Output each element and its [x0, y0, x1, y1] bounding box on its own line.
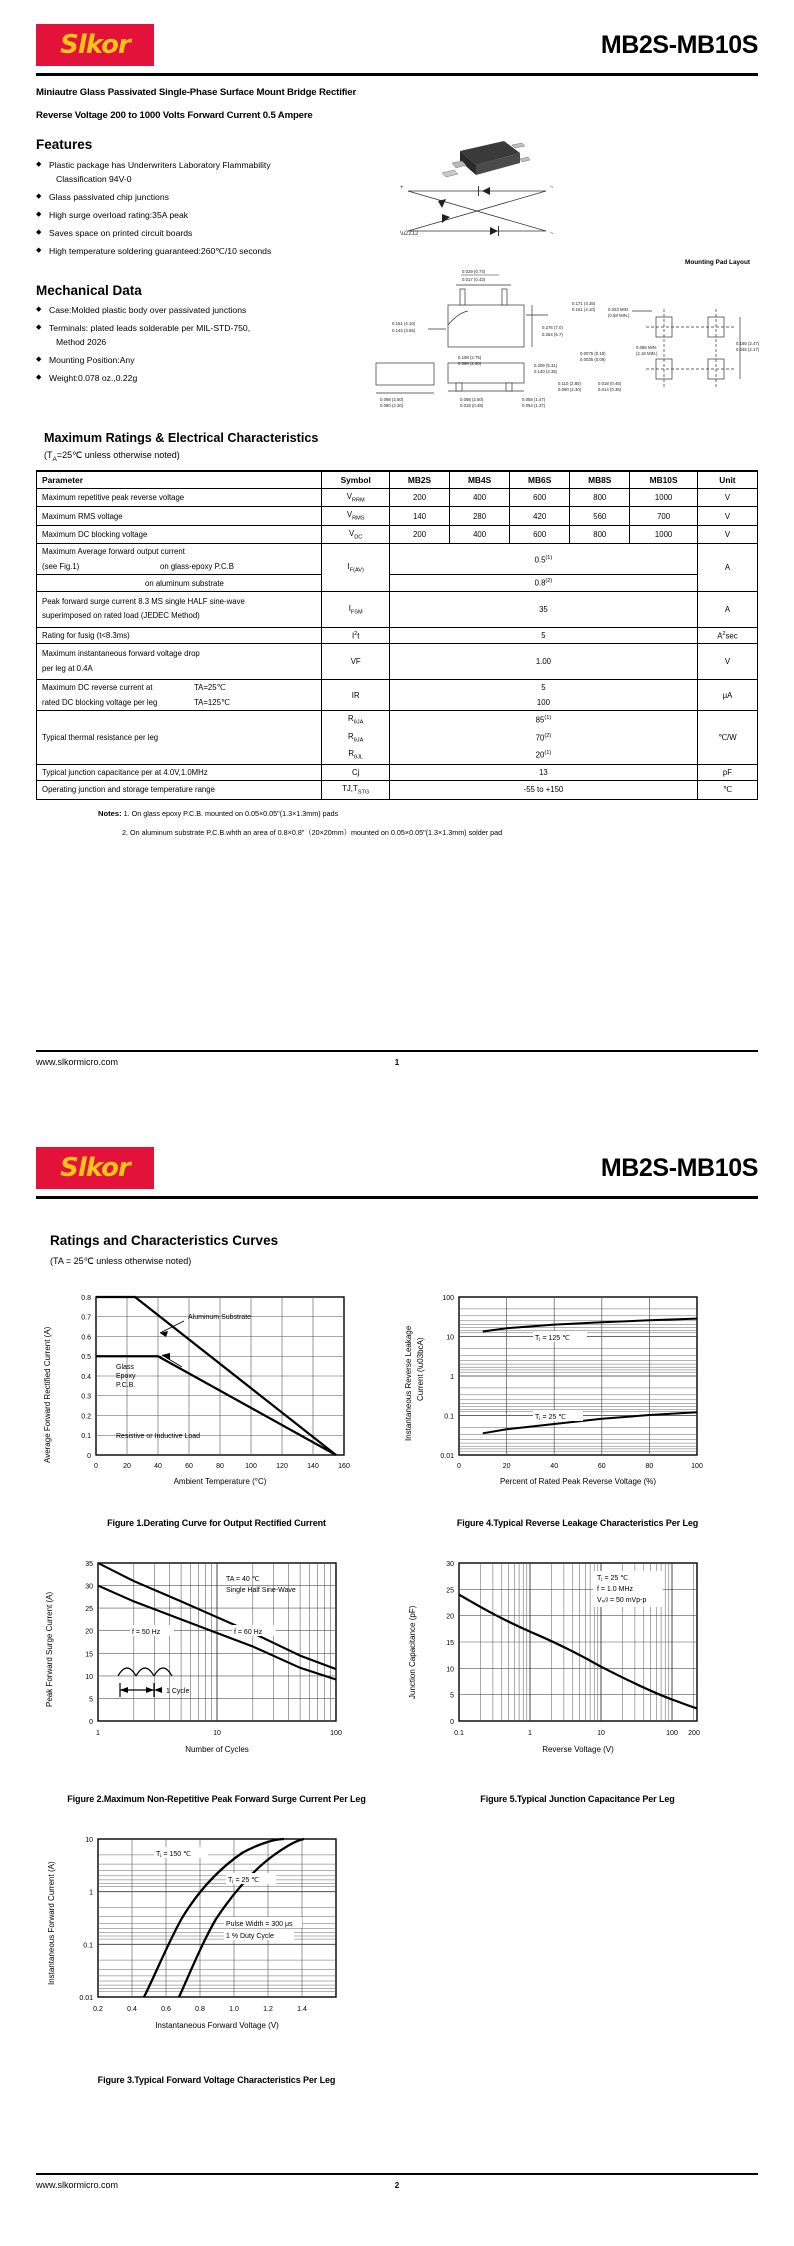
fig4-ytick: 0.01 [440, 1453, 454, 1460]
col-header-symbol: Symbol [322, 471, 390, 489]
table-row [37, 711, 758, 729]
fig2-ytick: 20 [85, 1628, 93, 1636]
fig5-xtick: 10 [597, 1730, 605, 1738]
table-row [37, 592, 758, 628]
figure-3-chart [36, 1823, 386, 2068]
svg-text:(2.18 MIN.): (2.18 MIN.) [636, 351, 658, 356]
fig1-annotation: Resistive or Inductive Load [116, 1433, 201, 1440]
param-fig-ref: (see Fig.1) [42, 562, 80, 572]
mounting-pad-layout-label: Mounting Pad Layout [685, 259, 750, 266]
fig2-xtick: 10 [213, 1730, 221, 1738]
fig1-ytick: 0.7 [81, 1314, 91, 1322]
fig1-ytick: 0.5 [81, 1354, 91, 1362]
svg-text:\u2212: \u2212 [400, 231, 419, 237]
cell-param: Maximum RMS voltage [37, 507, 322, 526]
fig2-annotation: f = 50 Hz [132, 1629, 161, 1637]
cell-param: Typical junction capacitance per at 4.0V,1.0MHz [37, 764, 322, 780]
svg-text:0.018 (0.46): 0.018 (0.46) [598, 381, 622, 386]
cell-param [37, 592, 322, 628]
svg-text:0.019 (0.48): 0.019 (0.48) [460, 403, 484, 408]
fig5-annotation: f = 1.0 MHz [597, 1586, 633, 1594]
table-notes [98, 809, 758, 839]
fig2-ytick: 5 [89, 1696, 93, 1704]
cell-value: 420 [510, 507, 570, 526]
svg-text:0.140 (4.35): 0.140 (4.35) [534, 369, 558, 374]
left-column [36, 137, 336, 409]
svg-text:0.090 (2.30): 0.090 (2.30) [380, 403, 404, 408]
param-line: Maximum Average forward output current [42, 547, 185, 557]
list-item: Method 2026 [56, 336, 107, 347]
fig1-ytick: 0.2 [81, 1413, 91, 1421]
page-number: 2 [394, 2180, 400, 2190]
intro-columns [36, 137, 758, 409]
fig5-xtick: 100 [666, 1730, 678, 1738]
figure-1 [36, 1281, 397, 1529]
fig2-ylabel: Peak Forward Surge Current (A) [45, 1591, 54, 1708]
footer-divider [36, 1050, 758, 1052]
table-row [37, 764, 758, 780]
list-item: ◆ Case:Molded plastic body over passivated junctions [36, 305, 336, 316]
cell-param: Typical thermal resistance per leg [37, 711, 322, 765]
cell-symbol: $R_{\theta JA}$ [322, 729, 390, 747]
list-item: ◆ Weight:0.078 oz.,0.22g [36, 373, 336, 384]
cell-value: 200 [389, 488, 449, 507]
svg-text:0.209 (5.31): 0.209 (5.31) [534, 363, 558, 368]
figures-grid [36, 1281, 758, 2086]
cell-param [37, 544, 322, 575]
list-item: ◆ Saves space on printed circuit boards [36, 228, 336, 239]
cell-symbol: Cj [322, 764, 390, 780]
param-line [42, 683, 317, 692]
table-row [37, 644, 758, 680]
cell-unit: A [697, 544, 757, 592]
cell-value-span: 0.5$^{(1)}$ [389, 544, 697, 575]
notes-label: Notes: [98, 808, 122, 818]
svg-text:0.023 MIN.: 0.023 MIN. [608, 307, 630, 312]
fig4-xtick: 100 [691, 1463, 703, 1470]
cell-value: 200 [389, 525, 449, 544]
fig1-ytick: 0.4 [81, 1374, 91, 1381]
fig3-annotation: Pulse Width = 300 μs [226, 1921, 293, 1929]
cell-unit: A [697, 592, 757, 628]
svg-text:0.0075 (0.19): 0.0075 (0.19) [580, 351, 606, 356]
part-number-title: MB2S-MB10S [600, 30, 758, 59]
svg-text:(0.58 MIN.): (0.58 MIN.) [608, 313, 630, 318]
fig2-annotation: Single Half Sine-Wave [226, 1587, 296, 1595]
note-text: 1. On glass epoxy P.C.B. mounted on 0.05×0.05"(1.3×1.3mm) pads [123, 808, 339, 818]
col-header-mb6s: MB6S [510, 471, 570, 489]
cell-value-span: -55 to +150 [389, 780, 697, 799]
svg-text:+: + [400, 185, 404, 191]
fig3-xtick: 0.8 [195, 2006, 205, 2014]
fig3-ytick: 10 [85, 1837, 93, 1845]
fig5-xtick: 0.1 [454, 1730, 464, 1738]
param-condition: TA=25℃ [194, 683, 226, 693]
cell-value: 140 [389, 507, 449, 526]
curves-section-title: Ratings and Characteristics Curves [50, 1233, 279, 1248]
figure-5-chart [397, 1547, 747, 1787]
package-illustration [336, 137, 766, 257]
list-item: Classification 94V-0 [56, 173, 132, 184]
fig3-ytick: 0.1 [83, 1942, 93, 1950]
figure-4-caption: Figure 4.Typical Reverse Leakage Characteristics Per Leg [456, 1518, 699, 1528]
svg-text:0.017 (0.43): 0.017 (0.43) [462, 277, 486, 282]
ratings-table [36, 470, 758, 800]
cell-symbol: IR [322, 680, 390, 711]
fig2-ytick: 10 [85, 1674, 93, 1682]
svg-text:0.098 (2.50): 0.098 (2.50) [458, 361, 482, 366]
svg-text:0.276 (7.0): 0.276 (7.0) [542, 325, 563, 330]
figure-1-caption: Figure 1.Derating Curve for Output Rectified Current [107, 1518, 326, 1528]
cell-param: Rating for fusig (t<8.3ms) [37, 627, 322, 644]
figure-3 [36, 1823, 397, 2086]
fig3-xtick: 0.4 [127, 2006, 137, 2014]
page-header [36, 0, 758, 66]
param-condition: on glass-epoxy P.C.B [160, 562, 234, 572]
cell-param: Maximum DC blocking voltage [37, 525, 322, 544]
fig5-xlabel: Reverse Voltage (V) [542, 1745, 614, 1755]
fig2-annotation: f = 60 Hz [234, 1629, 263, 1637]
figure-4-chart [397, 1281, 747, 1511]
page2-header [36, 1123, 758, 1189]
cell-unit: pF [697, 764, 757, 780]
table-row [37, 680, 758, 711]
footer-row [36, 2180, 758, 2190]
cell-unit: ℃ [697, 780, 757, 799]
fig4-ylabel-line2: Current (\u03bcA) [416, 1337, 425, 1401]
svg-text:0.029 (0.74): 0.029 (0.74) [462, 269, 486, 274]
param-line: per leg at 0.4A [42, 663, 93, 673]
cell-symbol: VF [322, 644, 390, 680]
svg-text:~: ~ [550, 185, 554, 191]
fig3-xtick: 0.2 [93, 2006, 103, 2014]
param-text: rated DC blocking voltage per leg [42, 698, 158, 708]
col-header-unit: Unit [697, 471, 757, 489]
param-line: superimposed on rated load (JEDEC Method) [42, 611, 200, 621]
list-item: ◆ Plastic package has Underwriters Laboratory Flammability [36, 160, 336, 171]
fig1-annotation: Epoxy [116, 1373, 136, 1380]
cell-param: Maximum repetitive peak reverse voltage [37, 488, 322, 507]
fig2-ytick: 15 [85, 1651, 93, 1659]
table-row [37, 544, 758, 575]
svg-text:0.098 (2.50): 0.098 (2.50) [380, 397, 404, 402]
cell-value: 800 [570, 525, 630, 544]
fig1-ylabel: Average Forward Rectified Current (A) [43, 1326, 52, 1463]
fig2-ytick: 35 [85, 1561, 93, 1569]
cell-symbol: $I^2t$ [322, 627, 390, 644]
fig2-xtick: 100 [330, 1730, 342, 1738]
table-row [37, 627, 758, 644]
cell-value: 800 [570, 488, 630, 507]
value-line: 100 [536, 698, 550, 708]
fig1-xtick: 160 [338, 1463, 350, 1470]
cell-symbol: $I_{F(AV)}$ [322, 544, 390, 592]
footer-website-link[interactable]: www.slkormicro.com [36, 1057, 119, 1067]
note-line-2: 2. On aluminum substrate P.C.B.whth an area of 0.8×0.8"（20×20mm）mounted on 0.05×0.05"(1.3×1.3mm) solder pad [122, 828, 503, 838]
cell-unit: ℃/W [697, 711, 757, 765]
cell-value: 400 [450, 525, 510, 544]
cell-value-span: 13 [389, 764, 697, 780]
fig4-ytick: 1 [450, 1374, 454, 1381]
ratings-section-title: Maximum Ratings & Electrical Characteristics [44, 431, 319, 445]
fig1-xtick: 60 [185, 1463, 193, 1470]
cell-unit: V [697, 507, 757, 526]
fig1-xtick: 40 [154, 1463, 162, 1470]
note-line-1 [98, 809, 758, 820]
fig1-annotation: P.C.B. [116, 1382, 136, 1389]
fig5-ytick: 20 [446, 1613, 454, 1621]
param-condition: TA=125℃ [194, 698, 230, 708]
fig5-xtick: 1 [528, 1730, 532, 1738]
fig3-xlabel: Instantaneous Forward Voltage (V) [155, 2021, 279, 2031]
cell-symbol: $V_{RMS}$ [322, 507, 390, 526]
fig2-ytick: 0 [89, 1719, 93, 1727]
cell-unit: V [697, 525, 757, 544]
fig1-xtick: 120 [276, 1463, 288, 1470]
value-line: 5 [541, 683, 546, 693]
fig5-ylabel: Junction Capacitance (pF) [408, 1605, 417, 1700]
ratings-section-subtitle: ($T_A=25℃$ unless otherwise noted) [44, 450, 180, 463]
svg-text:0.0035 (0.09): 0.0035 (0.09) [580, 357, 606, 362]
fig5-ytick: 30 [446, 1561, 454, 1569]
fig5-ytick: 5 [450, 1692, 454, 1700]
cell-unit: $A^2\sec$ [697, 627, 757, 644]
curves-section-subtitle: (TA = 25℃ unless otherwise noted) [50, 1256, 192, 1266]
cell-value: 700 [630, 507, 698, 526]
table-row [37, 488, 758, 507]
fig5-annotation: Tⱼ = 25 ℃ [597, 1575, 629, 1583]
fig5-ytick: 10 [446, 1666, 454, 1674]
list-item: ◆ High surge overload rating:35A peak [36, 210, 336, 221]
cell-param [37, 644, 322, 680]
fig5-ytick: 25 [446, 1587, 454, 1595]
table-row [37, 780, 758, 799]
cell-value-span: 85$^{(1)}$ [389, 711, 697, 729]
fig3-annotation: Tⱼ = 25 ℃ [228, 1877, 260, 1885]
figure-2-caption: Figure 2.Maximum Non-Repetitive Peak Forward Surge Current Per Leg [67, 1794, 366, 1805]
cell-unit: μA [697, 680, 757, 711]
svg-text:0.185 (2.47): 0.185 (2.47) [736, 341, 760, 346]
param-line [42, 698, 317, 707]
svg-text:0.014 (0.36): 0.014 (0.36) [598, 387, 622, 392]
param-line: Peak forward surge current 8.3 MS single HALF sine-wave [42, 597, 245, 607]
product-subtitle-line2: Reverse Voltage 200 to 1000 Volts Forward Current 0.5 Ampere [36, 110, 313, 121]
page-number: 1 [394, 1057, 400, 1067]
fig4-ytick: 0.1 [444, 1413, 454, 1421]
param-line [42, 562, 317, 571]
cell-param: Operating junction and storage temperature range [37, 780, 322, 799]
fig3-ytick: 0.01 [79, 1995, 93, 2003]
fig3-ylabel: Instantaneous Forward Current (A) [47, 1861, 56, 1986]
fig1-ytick: 0.6 [81, 1334, 91, 1342]
fig1-xtick: 100 [245, 1463, 257, 1470]
header-divider [36, 1196, 758, 1199]
fig5-annotation: Vₛᵢᵍ = 50 mVp-p [597, 1597, 647, 1605]
package-dimensions-svg [336, 259, 766, 409]
bridge-rectifier-schematic-icon [394, 181, 574, 243]
table-row [37, 525, 758, 544]
svg-text:0.264 (6.7): 0.264 (6.7) [542, 332, 563, 337]
fig1-annotation: Aluminum Substrate [188, 1314, 252, 1321]
figure-2-chart [36, 1547, 386, 1787]
fig1-xtick: 80 [216, 1463, 224, 1470]
footer-website-link[interactable]: www.slkormicro.com [36, 2180, 119, 2190]
part-number-title: MB2S-MB10S [600, 1153, 758, 1182]
cell-value-span: 70$^{(2)}$ [389, 729, 697, 747]
table-row [37, 575, 758, 592]
header-divider [36, 73, 758, 76]
col-header-mb10s: MB10S [630, 471, 698, 489]
fig3-annotation: Tⱼ = 150 ℃ [156, 1851, 191, 1859]
logo-text: Slkor [60, 30, 130, 60]
svg-text:~: ~ [550, 231, 554, 237]
right-column [336, 137, 766, 409]
figure-2 [36, 1547, 397, 1805]
fig2-ytick: 25 [85, 1606, 93, 1614]
svg-text:0.144 (3.65): 0.144 (3.65) [392, 328, 416, 333]
fig2-ytick: 30 [85, 1583, 93, 1591]
cell-value: 560 [570, 507, 630, 526]
cell-symbol: $V_{DC}$ [322, 525, 390, 544]
fig4-annotation: Tⱼ = 125 ℃ [535, 1335, 570, 1342]
fig3-annotation: 1 % Duty Cycle [226, 1933, 274, 1941]
fig2-annotation: 1 Cycle [166, 1688, 190, 1696]
svg-text:0.086 MIN.: 0.086 MIN. [636, 345, 658, 350]
cell-value: 1000 [630, 525, 698, 544]
param-text: Maximum DC reverse current at [42, 683, 153, 693]
figure-4 [397, 1281, 758, 1529]
slkor-logo [36, 1147, 154, 1189]
svg-text:0.108 (2.75): 0.108 (2.75) [458, 355, 482, 360]
svg-text:0.171 (4.35): 0.171 (4.35) [572, 301, 596, 306]
svg-text:0.161 (4.10): 0.161 (4.10) [572, 307, 596, 312]
figure-1-chart [36, 1281, 386, 1511]
cell-symbol: $R_{\theta JL}$ [322, 746, 390, 764]
page2-footer [36, 2173, 758, 2190]
col-header-mb4s: MB4S [450, 471, 510, 489]
fig2-xtick: 1 [96, 1730, 100, 1738]
cell-unit: V [697, 644, 757, 680]
cell-symbol: $V_{RRM}$ [322, 488, 390, 507]
figure-grid-spacer [397, 1805, 758, 2086]
fig1-xtick: 140 [307, 1463, 319, 1470]
fig3-xtick: 1.4 [297, 2006, 307, 2014]
cell-symbol: $R_{\theta JA}$ [322, 711, 390, 729]
svg-text:0.058 (1.47): 0.058 (1.47) [522, 397, 546, 402]
fig4-xtick: 0 [457, 1463, 461, 1470]
list-item: ◆ Mounting Position:Any [36, 355, 336, 366]
cell-value-span: 20$^{(1)}$ [389, 746, 697, 764]
param-line: Maximum instantaneous forward voltage drop [42, 649, 200, 659]
fig4-xtick: 80 [645, 1463, 654, 1470]
cell-value-span [389, 680, 697, 711]
fig3-xtick: 0.6 [161, 2006, 171, 2014]
fig5-ytick: 15 [446, 1640, 454, 1648]
svg-text:0.110 (2.80): 0.110 (2.80) [558, 381, 581, 386]
fig4-xtick: 40 [550, 1463, 559, 1470]
fig1-xtick: 0 [94, 1463, 98, 1470]
product-subtitle-line1: Miniautre Glass Passivated Single-Phase Surface Mount Bridge Rectifier [36, 87, 357, 98]
mechanical-heading: Mechanical Data [36, 283, 142, 299]
fig4-xtick: 60 [597, 1463, 606, 1470]
cell-value: 280 [450, 507, 510, 526]
cell-symbol: $I_{FSM}$ [322, 592, 390, 628]
cell-symbol: $TJ,T_{STG}$ [322, 780, 390, 799]
cell-value: 400 [450, 488, 510, 507]
cell-value-span: 0.8$^{(2)}$ [389, 575, 697, 592]
datasheet-page-2 [0, 1123, 794, 2246]
svg-text:0.098 (2.50): 0.098 (2.50) [460, 397, 484, 402]
fig1-ytick: 0.1 [81, 1433, 91, 1441]
footer-divider [36, 2173, 758, 2175]
svg-text:0.054 (1.37): 0.054 (1.37) [522, 403, 546, 408]
list-item: ◆ Glass passivated chip junctions [36, 192, 336, 203]
fig1-ytick: 0.8 [81, 1295, 91, 1302]
features-list [36, 160, 336, 257]
fig1-xlabel: Ambient Temperature (°C) [173, 1477, 267, 1486]
fig2-xlabel: Number of Cycles [185, 1745, 249, 1755]
col-header-parameter: Parameter [37, 471, 322, 489]
fig1-ytick: 0.3 [81, 1393, 91, 1401]
fig4-xtick: 20 [502, 1463, 511, 1470]
features-heading: Features [36, 137, 93, 152]
cell-param [37, 680, 322, 711]
fig4-xlabel: Percent of Rated Peak Reverse Voltage (%) [499, 1477, 657, 1486]
svg-text:0.045 (2.17): 0.045 (2.17) [736, 347, 760, 352]
cell-value: 600 [510, 488, 570, 507]
svg-text:0.151 (4.10): 0.151 (4.10) [392, 321, 416, 326]
slkor-logo [36, 24, 154, 66]
fig4-ytick: 10 [446, 1334, 454, 1342]
cell-value: 600 [510, 525, 570, 544]
cell-value-span: 35 [389, 592, 697, 628]
fig3-xtick: 1.2 [263, 2006, 273, 2014]
logo-text: Slkor [60, 1153, 130, 1183]
list-item: ◆ High temperature soldering guaranteed:260℃/10 seconds [36, 246, 336, 257]
fig1-annotation: Glass [116, 1364, 134, 1371]
svg-text:0.090 (2.30): 0.090 (2.30) [558, 387, 582, 392]
table-row [37, 507, 758, 526]
fig3-ytick: 1 [89, 1889, 93, 1897]
fig4-ylabel-line1: Instantaneous Reverse Leakage [404, 1325, 413, 1441]
fig1-ytick: 0 [87, 1453, 91, 1460]
footer-row [36, 1057, 758, 1067]
cell-unit: V [697, 488, 757, 507]
fig5-xtick: 200 [688, 1730, 700, 1738]
cell-param: on aluminum substrate [37, 575, 322, 592]
page-footer [36, 1050, 758, 1067]
figure-5 [397, 1547, 758, 1805]
cell-value: 1000 [630, 488, 698, 507]
cell-value-span: 1.00 [389, 644, 697, 680]
col-header-mb2s: MB2S [389, 471, 449, 489]
col-header-mb8s: MB8S [570, 471, 630, 489]
fig5-ytick: 0 [450, 1719, 454, 1727]
dimensional-drawing [336, 259, 766, 409]
cell-value-span: 5 [389, 627, 697, 644]
fig4-annotation: Tⱼ = 25 ℃ [535, 1414, 567, 1421]
figure-5-caption: Figure 5.Typical Junction Capacitance Per Leg [480, 1794, 675, 1805]
fig3-xtick: 1.0 [229, 2006, 239, 2014]
fig1-xtick: 20 [123, 1463, 131, 1470]
figure-3-caption: Figure 3.Typical Forward Voltage Characteristics Per Leg [97, 2075, 336, 2086]
fig4-ytick: 100 [442, 1295, 454, 1302]
mechanical-list [36, 305, 336, 384]
list-item: ◆ Terminals: plated leads solderable per MIL-STD-750, [36, 323, 336, 334]
fig2-annotation: TA = 40 ℃ [226, 1576, 260, 1584]
